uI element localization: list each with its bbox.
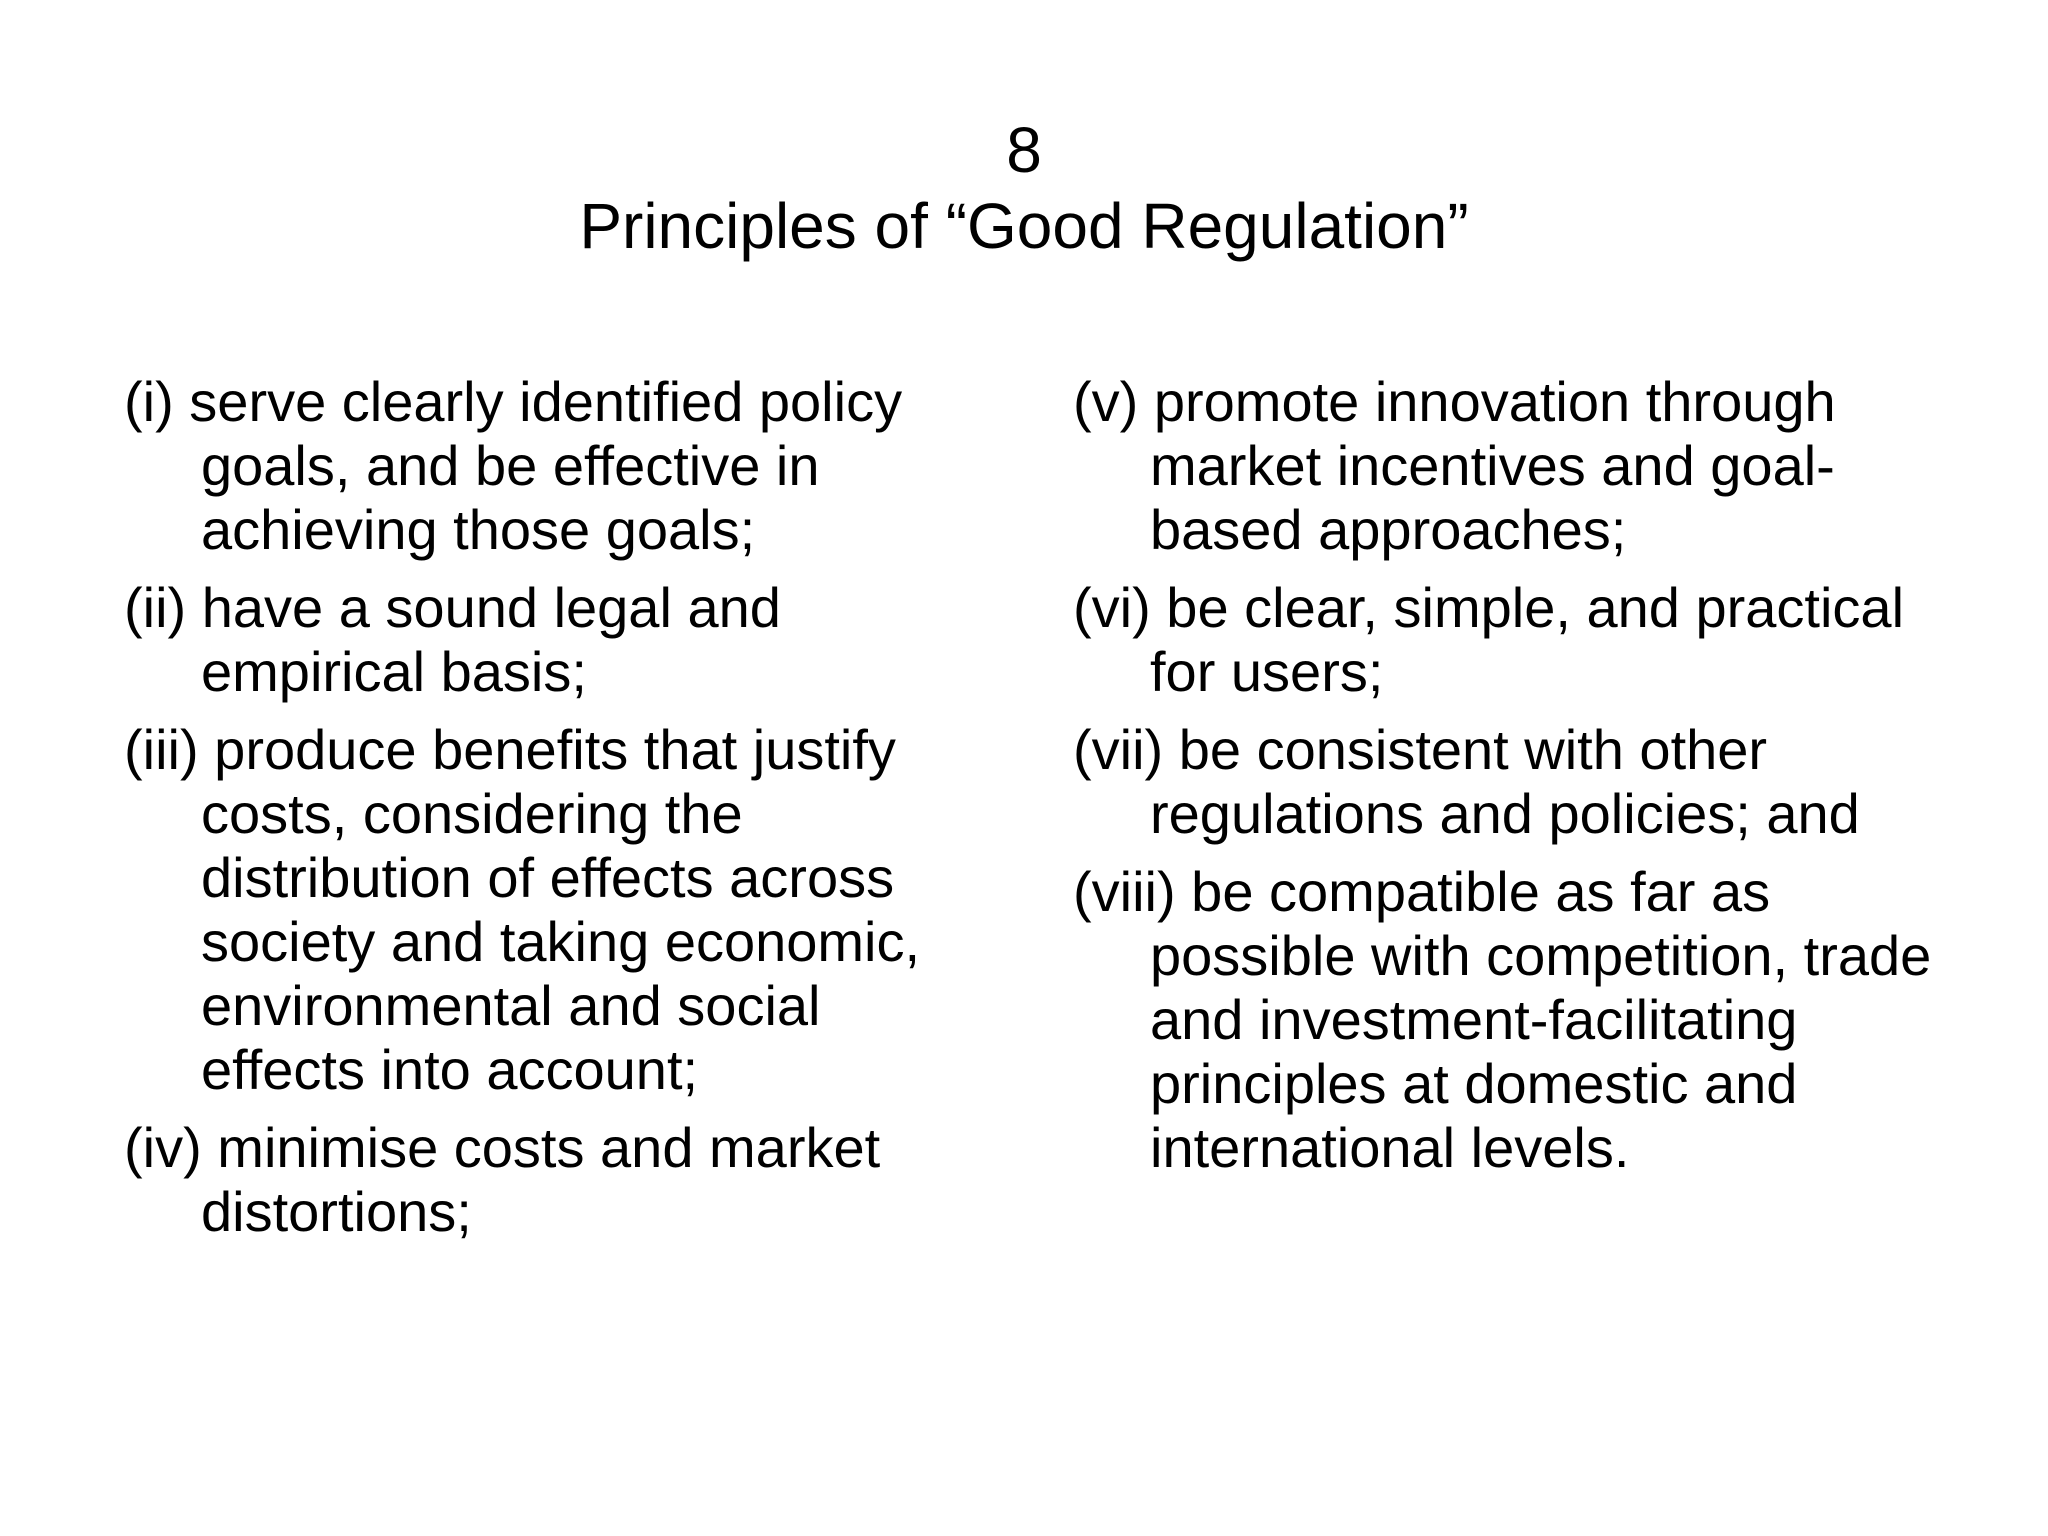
principle-item-i: (i) serve clearly identified policy goals, and be effective in achieving those goals; <box>124 370 903 561</box>
principle-item-ii: (ii) have a sound legal and empirical basis; <box>124 576 781 703</box>
principle-item-iii: (iii) produce benefits that justify costs, considering the distribution of effects across society and taking economic, environmental and social effects into account; <box>124 718 921 1101</box>
principle-item-vi: (vi) be clear, simple, and practical for users; <box>1073 576 1905 703</box>
principle-item-iv: (iv) minimise costs and market distortions; <box>124 1116 881 1243</box>
right-principles-list <box>1073 370 1973 1194</box>
principle-item-viii: (viii) be compatible as far as possible with competition, trade and investment-facilitating principles at domestic and international levels. <box>1073 860 1932 1179</box>
principle-item-v: (v) promote innovation through market incentives and goal-based approaches; <box>1073 370 1836 561</box>
left-principles-list <box>124 370 954 1258</box>
principle-item-vii: (vii) be consistent with other regulations and policies; and <box>1073 718 1860 845</box>
slide-title: Principles of “Good Regulation” <box>579 190 1469 262</box>
slide-number: 8 <box>1006 114 1042 186</box>
title-block <box>0 112 2048 264</box>
